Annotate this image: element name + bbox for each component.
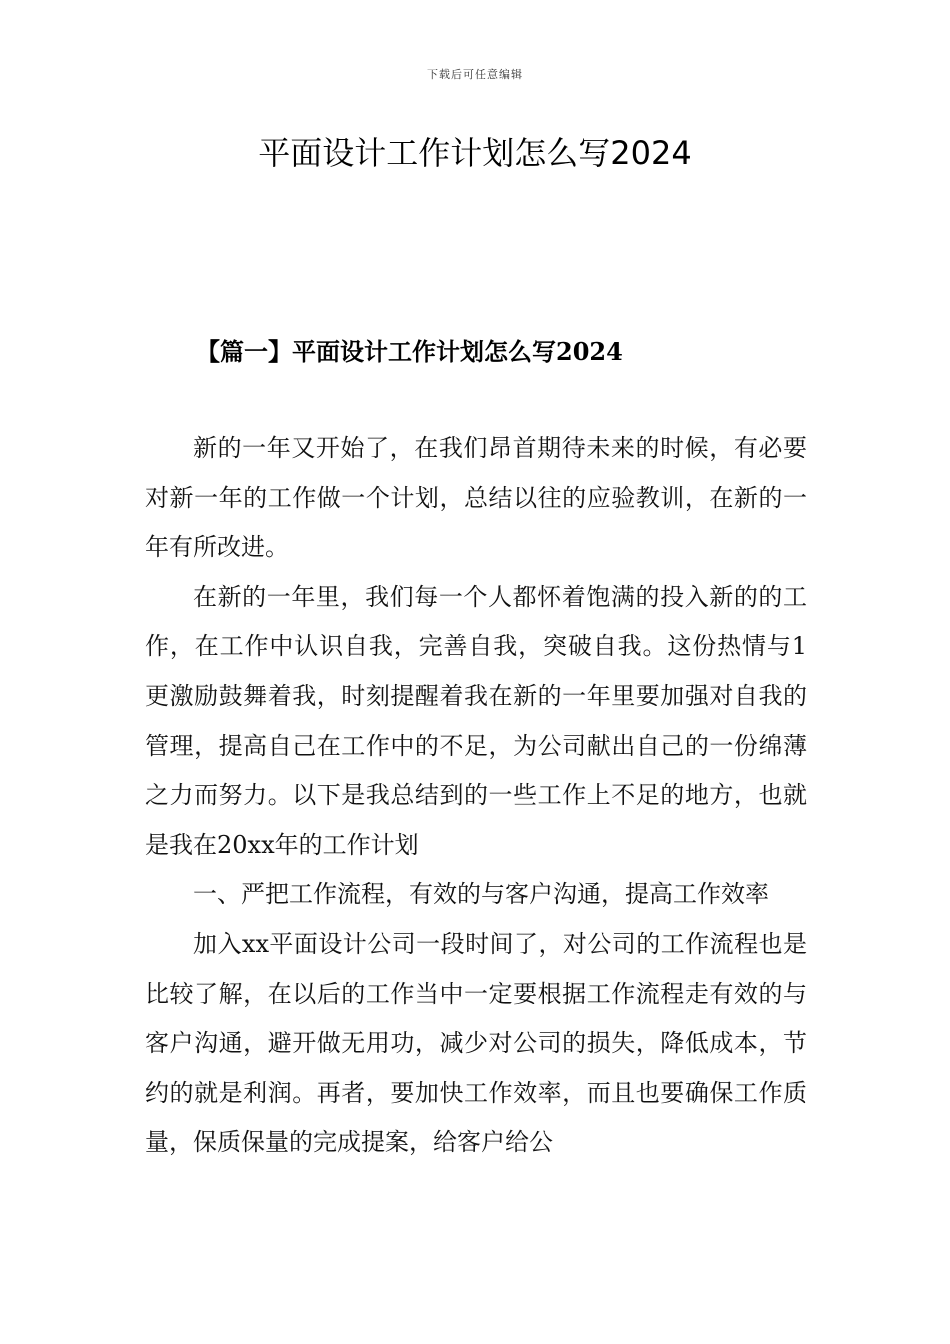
document-body	[145, 424, 807, 1168]
document-title: 平面设计工作计划怎么写2024	[258, 134, 692, 172]
paragraph-workflow: 加入xx平面设计公司一段时间了，对公司的工作流程也是比较了解，在以后的工作当中一定要根据工作流程走有效的与客户沟通，避开做无用功，减少对公司的损失，降低成本，节约的就是利润。再者，要加快工作效率，而且也要确保工作质量，保质保量的完成提案，给客户给公	[145, 929, 807, 1157]
paragraph-self-improvement: 在新的一年里，我们每一个人都怀着饱满的投入新的的工作，在工作中认识自我，完善自我，突破自我。这份热情与1更激励鼓舞着我，时刻提醒着我在新的一年里要加强对自我的管理，提高自己在工作中的不足，为公司献出自己的一份绵薄之力而努力。以下是我总结到的一些工作上不足的地方，也就是我在20xx年的工作计划	[145, 582, 807, 859]
paragraph-point-one-heading: 一、严把工作流程，有效的与客户沟通，提高工作效率	[193, 880, 769, 909]
paragraph-intro: 新的一年又开始了，在我们昂首期待未来的时候，有必要对新一年的工作做一个计划，总结以往的应验教训，在新的一年有所改进。	[145, 434, 807, 562]
page-header-note: 下载后可任意编辑	[427, 68, 523, 81]
section-heading: 【篇一】平面设计工作计划怎么写2024	[196, 337, 623, 366]
